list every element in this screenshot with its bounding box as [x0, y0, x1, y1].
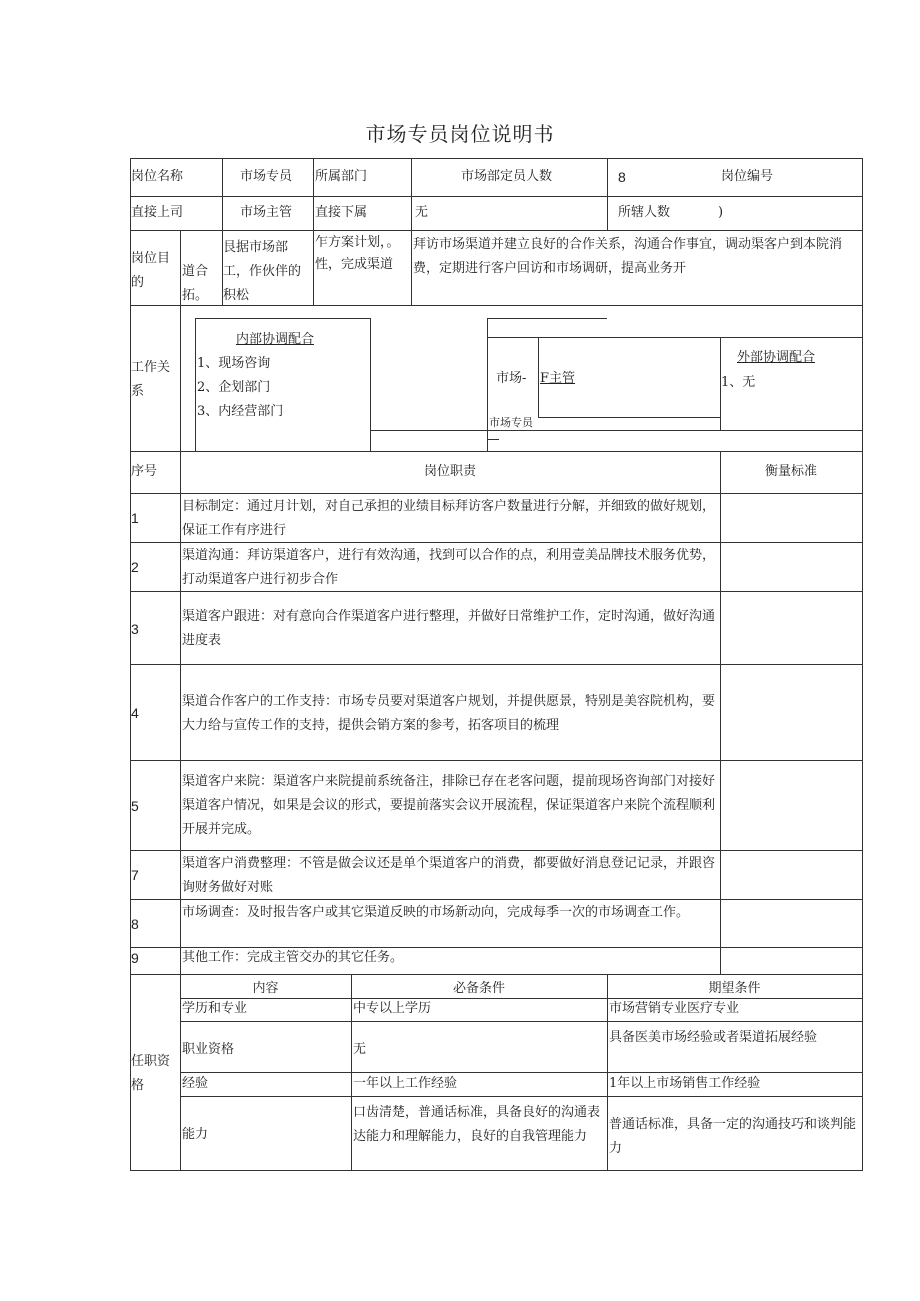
duty-no: 9 — [131, 950, 139, 966]
duty-text: 渠道合作客户的工作支持：市场专员要对渠道客户规划，并提供愿景，特别是美容院机构，要大力给与宣传工作的支持，提供会销方案的参考，拓客项目的梳理 — [182, 694, 716, 733]
duty-text: 市场调查：及时报告客户或其它渠道反映的市场新动向，完成每季一次的市场调查工作。 — [182, 905, 690, 920]
internal-coordination-title: 内部协调配合 — [236, 332, 315, 347]
duty-no: 8 — [131, 916, 139, 932]
label-position-purpose: 岗位目的 — [131, 251, 171, 290]
duty-no: 3 — [131, 621, 139, 637]
label-dept-headcount: 市场部定员人数 — [461, 169, 553, 184]
duty-text: 渠道客户跟进：对有意向合作渠道客户进行整理，并做好日常维护工作，定时沟通，做好沟通进度表 — [182, 609, 716, 648]
page-title: 市场专员岗位说明书 — [365, 122, 555, 146]
internal-item-2: 2、企划部门 — [197, 380, 271, 395]
qual-item: 经验 — [182, 1076, 209, 1091]
duty-text: 目标制定：通过月计划，对自己承担的业绩目标拜访客户数量进行分解，并细致的做好规划，保证工作有序进行 — [182, 499, 716, 538]
qual-header-content: 内容 — [252, 981, 279, 996]
qual-expected: 1年以上市场销售工作经验 — [609, 1076, 761, 1091]
duty-text: 渠道客户来院：渠道客户来院提前系统备注，排除已存在老客问题，提前现场咨询部门对接好渠道客户情况，如果是会议的形式，要提前落实会议开展流程，保证渠道客户来院个流程顺利开展并完成。 — [182, 774, 716, 837]
qual-expected: 普通话标准，具备一定的沟通技巧和谈判能力 — [609, 1117, 857, 1156]
duty-text: 渠道沟通：拜访渠道客户，进行有效沟通，找到可以合作的点，利用壹美品牌技术服务优势，打动渠道客户进行初步合作 — [182, 548, 716, 587]
position-name-value: 市场专员 — [240, 169, 293, 184]
qual-required: 中专以上学历 — [353, 1001, 432, 1016]
center-supervisor-label: F主管 — [540, 371, 576, 386]
purpose-fragment-1: 道合拓。 — [182, 264, 209, 303]
internal-item-1: 1、现场咨询 — [197, 356, 271, 371]
duties-header-no: 序号 — [131, 464, 158, 479]
label-department: 所属部门 — [315, 169, 368, 184]
market-specialist-label: 市场专员 — [489, 416, 533, 429]
label-reports-count: 所辖人数 — [618, 205, 671, 220]
purpose-description: 拜访市场渠道并建立良好的合作关系，沟通合作事宜，调动渠客户到本院消费，定期进行客户回访和市场调研，提高业务开 — [413, 237, 843, 276]
qual-header-required: 必备条件 — [452, 981, 505, 996]
headcount-value: 8 — [618, 169, 626, 185]
purpose-fragment-3: 乍方案计划，。性，完成渠道 — [315, 235, 400, 272]
duty-no: 1 — [131, 510, 139, 526]
qual-expected: 具备医美市场经验或者渠道拓展经验 — [609, 1030, 818, 1045]
duty-no: 4 — [131, 705, 139, 721]
duty-no: 2 — [131, 559, 139, 575]
label-qualifications: 任职资格 — [131, 1054, 171, 1093]
label-direct-supervisor: 直接上司 — [131, 205, 184, 220]
external-coordination-title: 外部协调配合 — [737, 350, 816, 365]
label-position-name: 岗位名称 — [131, 169, 184, 184]
duties-header-standard: 衡量标准 — [764, 464, 817, 479]
duty-text: 其他工作：完成主管交办的其它任务。 — [182, 950, 404, 965]
qual-item: 职业资格 — [182, 1042, 235, 1057]
center-market-label: 市场- — [496, 371, 527, 386]
external-item-1: 1、无 — [721, 375, 756, 390]
direct-subordinate-value: 无 — [415, 205, 429, 220]
qual-header-expected: 期望条件 — [708, 981, 761, 996]
qual-required: 一年以上工作经验 — [353, 1076, 458, 1091]
qual-item: 学历和专业 — [182, 1001, 248, 1016]
duty-no: 7 — [131, 867, 139, 883]
direct-supervisor-value: 市场主管 — [240, 205, 293, 220]
duty-no: 5 — [131, 798, 139, 814]
duties-header-duty: 岗位职责 — [423, 464, 476, 479]
qual-required: 口齿清楚，普通话标准，具备良好的沟通表达能力和理解能力，良好的自我管理能力 — [353, 1105, 601, 1144]
duty-text: 渠道客户消费整理：不管是做会议还是单个渠道客户的消费，都要做好消息登记记录，并跟咨询财务做好对账 — [182, 856, 716, 895]
qual-required: 无 — [353, 1042, 367, 1057]
internal-item-3: 3、内经营部门 — [197, 404, 284, 419]
label-work-relations: 工作关系 — [131, 360, 171, 399]
purpose-fragment-2: 艮据市场部工，作伙伴的积松 — [223, 240, 302, 303]
qual-expected: 市场营销专业医疗专业 — [609, 1001, 740, 1016]
label-direct-subordinate: 直接下属 — [315, 205, 368, 220]
reports-count-value: ) — [718, 205, 724, 220]
label-position-code: 岗位编号 — [721, 169, 774, 184]
qual-item: 能力 — [182, 1127, 209, 1142]
